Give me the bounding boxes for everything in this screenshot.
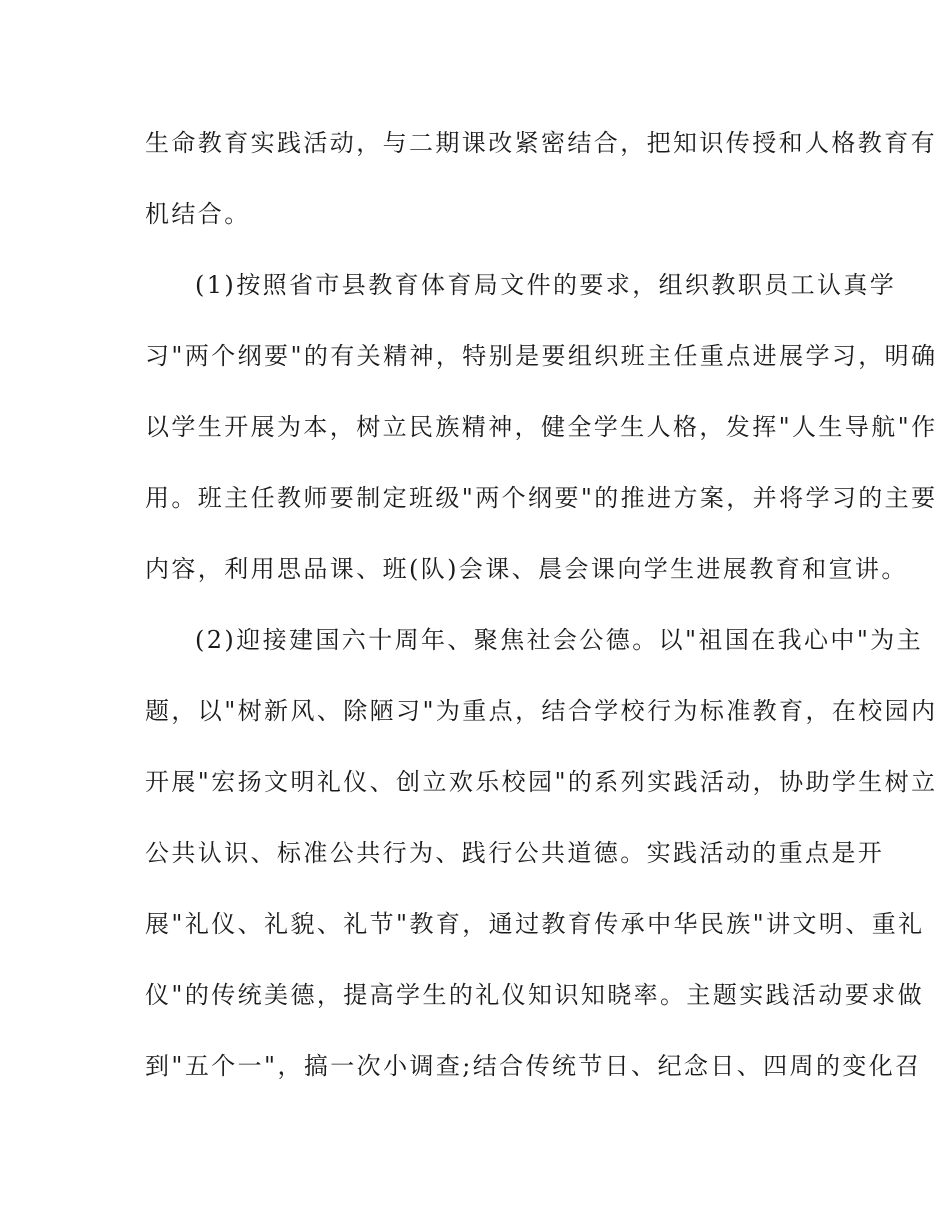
text-line: 习"两个纲要"的有关精神，特别是要组织班主任重点进展学习，明确: [145, 342, 938, 370]
text-line: 到"五个一"，搞一次小调查;结合传统节日、纪念日、四周的变化召: [145, 1052, 922, 1080]
paragraph-1-start: (1)按照省市县教育体育局文件的要求，组织教职员工认真学: [195, 271, 897, 299]
text-line: 以学生开展为本，树立民族精神，健全学生人格，发挥"人生导航"作: [145, 413, 938, 441]
text-line: 用。班主任教师要制定班级"两个纲要"的推进方案，并将学习的主要: [145, 484, 938, 512]
text-line: 展"礼仪、礼貌、礼节"教育，通过教育传承中华民族"讲文明、重礼: [145, 910, 925, 938]
text-line: 题，以"树新风、除陋习"为重点，结合学校行为标准教育，在校园内: [145, 697, 938, 725]
text-line: 仪"的传统美德，提高学生的礼仪知识知晓率。主题实践活动要求做: [145, 981, 925, 1009]
paragraph-2-start: (2)迎接建国六十周年、聚焦社会公德。以"祖国在我心中"为主: [195, 626, 924, 654]
text-line: 生命教育实践活动，与二期课改紧密结合，把知识传授和人格教育有: [145, 129, 937, 157]
text-line: 开展"宏扬文明礼仪、创立欢乐校园"的系列实践活动，协助学生树立: [145, 768, 938, 796]
text-line: 内容，利用思品课、班(队)会课、晨会课向学生进展教育和宣讲。: [145, 555, 908, 583]
text-line: 机结合。: [145, 200, 251, 228]
text-line: 公共认识、标准公共行为、践行公共道德。实践活动的重点是开: [145, 839, 885, 867]
